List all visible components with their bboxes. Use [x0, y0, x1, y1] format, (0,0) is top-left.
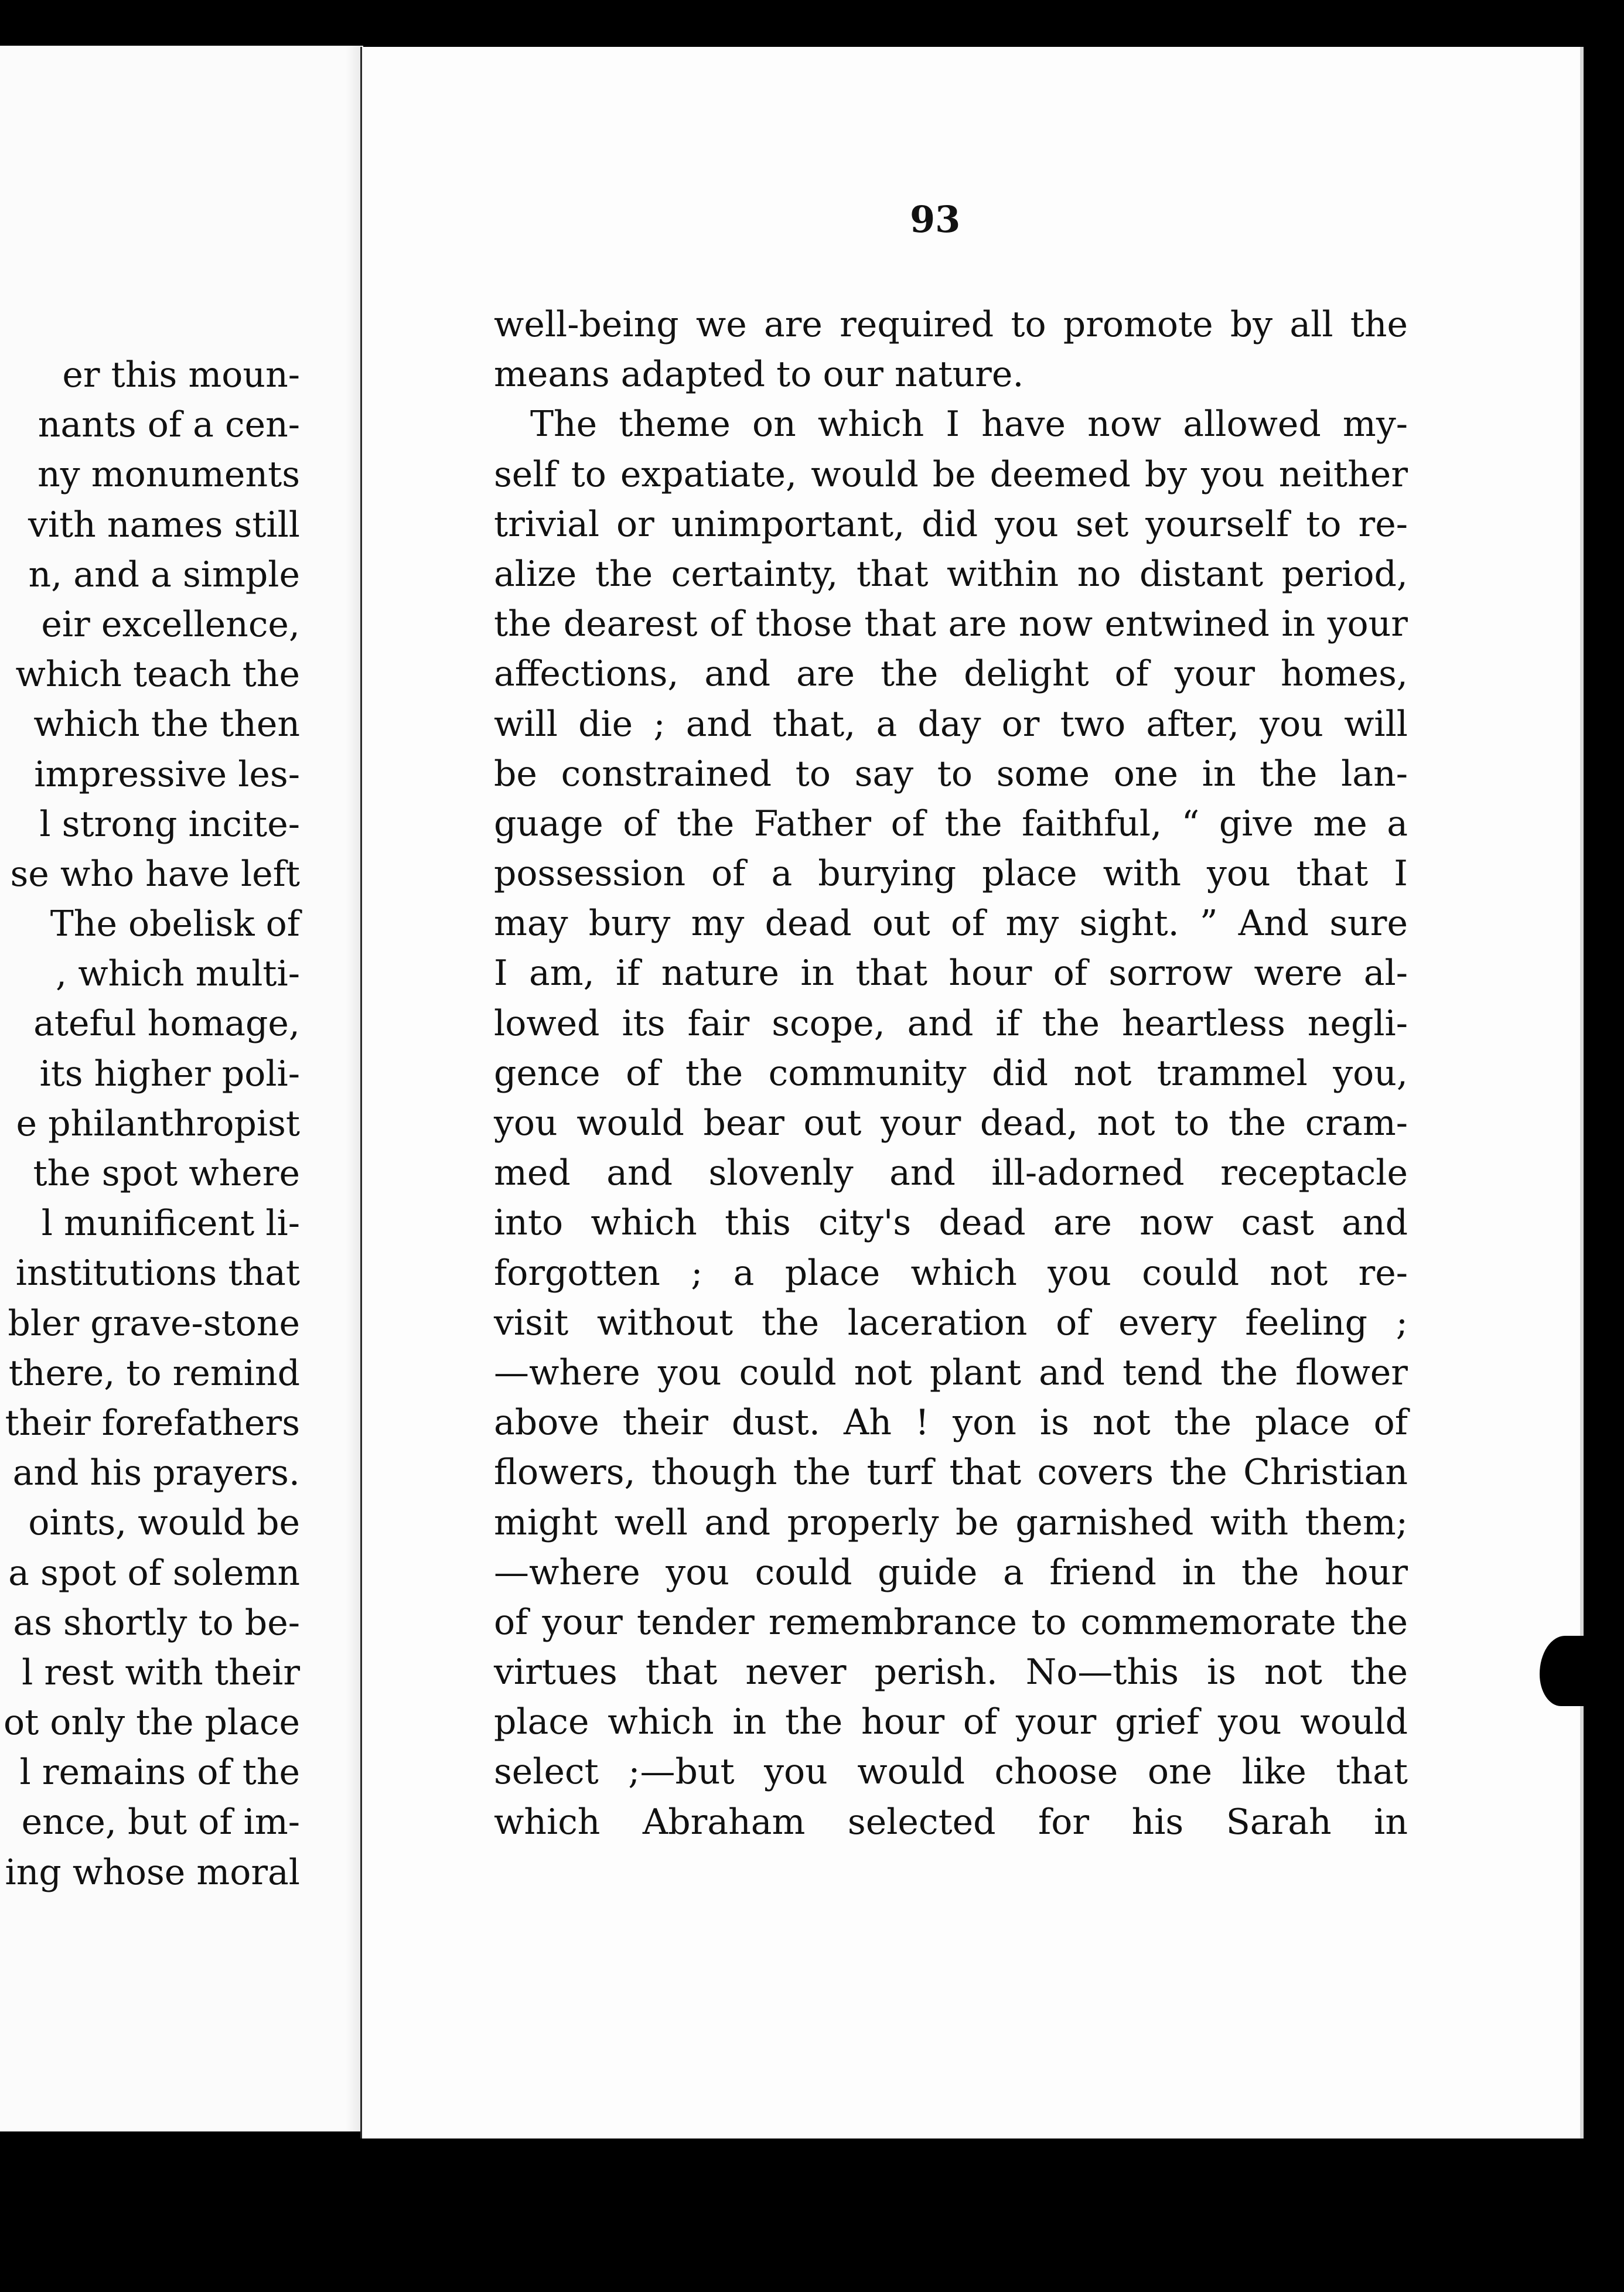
text-line: might well and properly be garnished with them; [494, 1502, 1408, 1543]
left-line: The obelisk of [50, 903, 300, 945]
left-line: bler grave-stone [8, 1302, 300, 1344]
left-line: and his prayers. [12, 1452, 300, 1494]
left-line: l munificent li- [41, 1203, 300, 1244]
left-line: ing whose moral [5, 1851, 300, 1893]
left-line: which the then [33, 704, 300, 745]
text-line: virtues that never perish. No—this is not the [494, 1652, 1408, 1693]
left-line: ot only the place [3, 1702, 300, 1744]
text-line: visit without the laceration of every feeling ; [494, 1302, 1408, 1343]
left-line: eir excellence, [41, 603, 300, 645]
text-line: which Abraham selected for his Sarah in [494, 1801, 1408, 1843]
left-line: the spot where [33, 1153, 300, 1194]
text-line: may bury my dead out of my sight. ” And sure [494, 903, 1408, 944]
left-line: there, to remind [8, 1352, 300, 1394]
text-line: possession of a burying place with you that I [494, 853, 1408, 895]
text-line: gence of the community did not trammel you, [494, 1052, 1408, 1094]
text-line: you would bear out your dead, not to the cram- [494, 1103, 1408, 1144]
text-line: The theme on which I have now allowed my- [530, 404, 1408, 445]
right-page [360, 47, 1584, 2138]
text-line: med and slovenly and ill-adorned receptacle [494, 1152, 1408, 1194]
text-line: I am, if nature in that hour of sorrow were al- [494, 953, 1408, 994]
text-line: above their dust. Ah ! yon is not the place of [494, 1402, 1408, 1444]
text-line: trivial or unimportant, did you set yourself to re- [494, 503, 1408, 545]
text-line: into which this city's dead are now cast and [494, 1202, 1408, 1244]
text-line: guage of the Father of the faithful, “ give me a [494, 803, 1408, 844]
text-line: lowed its fair scope, and if the heartless negli- [494, 1002, 1408, 1044]
text-line: will die ; and that, a day or two after, you will [494, 703, 1408, 745]
left-line: impressive les- [34, 753, 300, 795]
page-number: 93 [910, 198, 961, 241]
left-line: l remains of the [19, 1752, 300, 1793]
text-line: the dearest of those that are now entwined in your [494, 603, 1408, 645]
text-line: alize the certainty, that within no distant period, [494, 553, 1408, 595]
left-line: ny monuments [37, 454, 300, 496]
left-line: as shortly to be- [13, 1602, 300, 1643]
text-line: means adapted to our nature. [494, 354, 1024, 395]
text-line: affections, and are the delight of your homes, [494, 653, 1408, 695]
text-line: flowers, though the turf that covers the Christian [494, 1452, 1408, 1493]
left-line: ateful homage, [33, 1003, 300, 1045]
left-line: vith names still [28, 504, 300, 545]
left-line: l strong incite- [39, 803, 300, 845]
text-line: —where you could not plant and tend the flower [494, 1352, 1408, 1393]
left-line: , which multi- [56, 953, 300, 995]
right-page-text [494, 300, 1408, 1847]
left-line: l rest with their [22, 1652, 300, 1693]
left-line: a spot of solemn [8, 1552, 300, 1594]
page-edge [1580, 47, 1584, 2138]
left-line: er this moun- [62, 354, 300, 395]
text-line: well-being we are required to promote by all the [494, 304, 1408, 345]
left-line: which teach the [15, 654, 300, 695]
text-line: —where you could guide a friend in the hour [494, 1551, 1408, 1593]
left-line: se who have left [10, 853, 300, 895]
page-tear [1540, 1636, 1587, 1706]
left-page [0, 46, 363, 2131]
left-line: nants of a cen- [37, 404, 300, 446]
left-line: ence, but of im- [21, 1802, 300, 1843]
left-page-text [4, 350, 300, 1898]
text-line: be constrained to say to some one in the lan- [494, 753, 1408, 794]
left-line: n, and a simple [28, 554, 300, 595]
text-line: place which in the hour of your grief you would [494, 1701, 1408, 1743]
left-line: institutions that [15, 1253, 300, 1294]
left-line: its higher poli- [39, 1053, 300, 1094]
text-line: of your tender remembrance to commemorate the [494, 1601, 1408, 1643]
text-line: self to expatiate, would be deemed by you neither [494, 453, 1408, 495]
left-line: oints, would be [28, 1502, 300, 1544]
left-line: their forefathers [5, 1402, 300, 1444]
text-line: select ;—but you would choose one like that [494, 1751, 1408, 1793]
text-line: forgotten ; a place which you could not re- [494, 1252, 1408, 1294]
left-line: e philanthropist [16, 1103, 300, 1144]
